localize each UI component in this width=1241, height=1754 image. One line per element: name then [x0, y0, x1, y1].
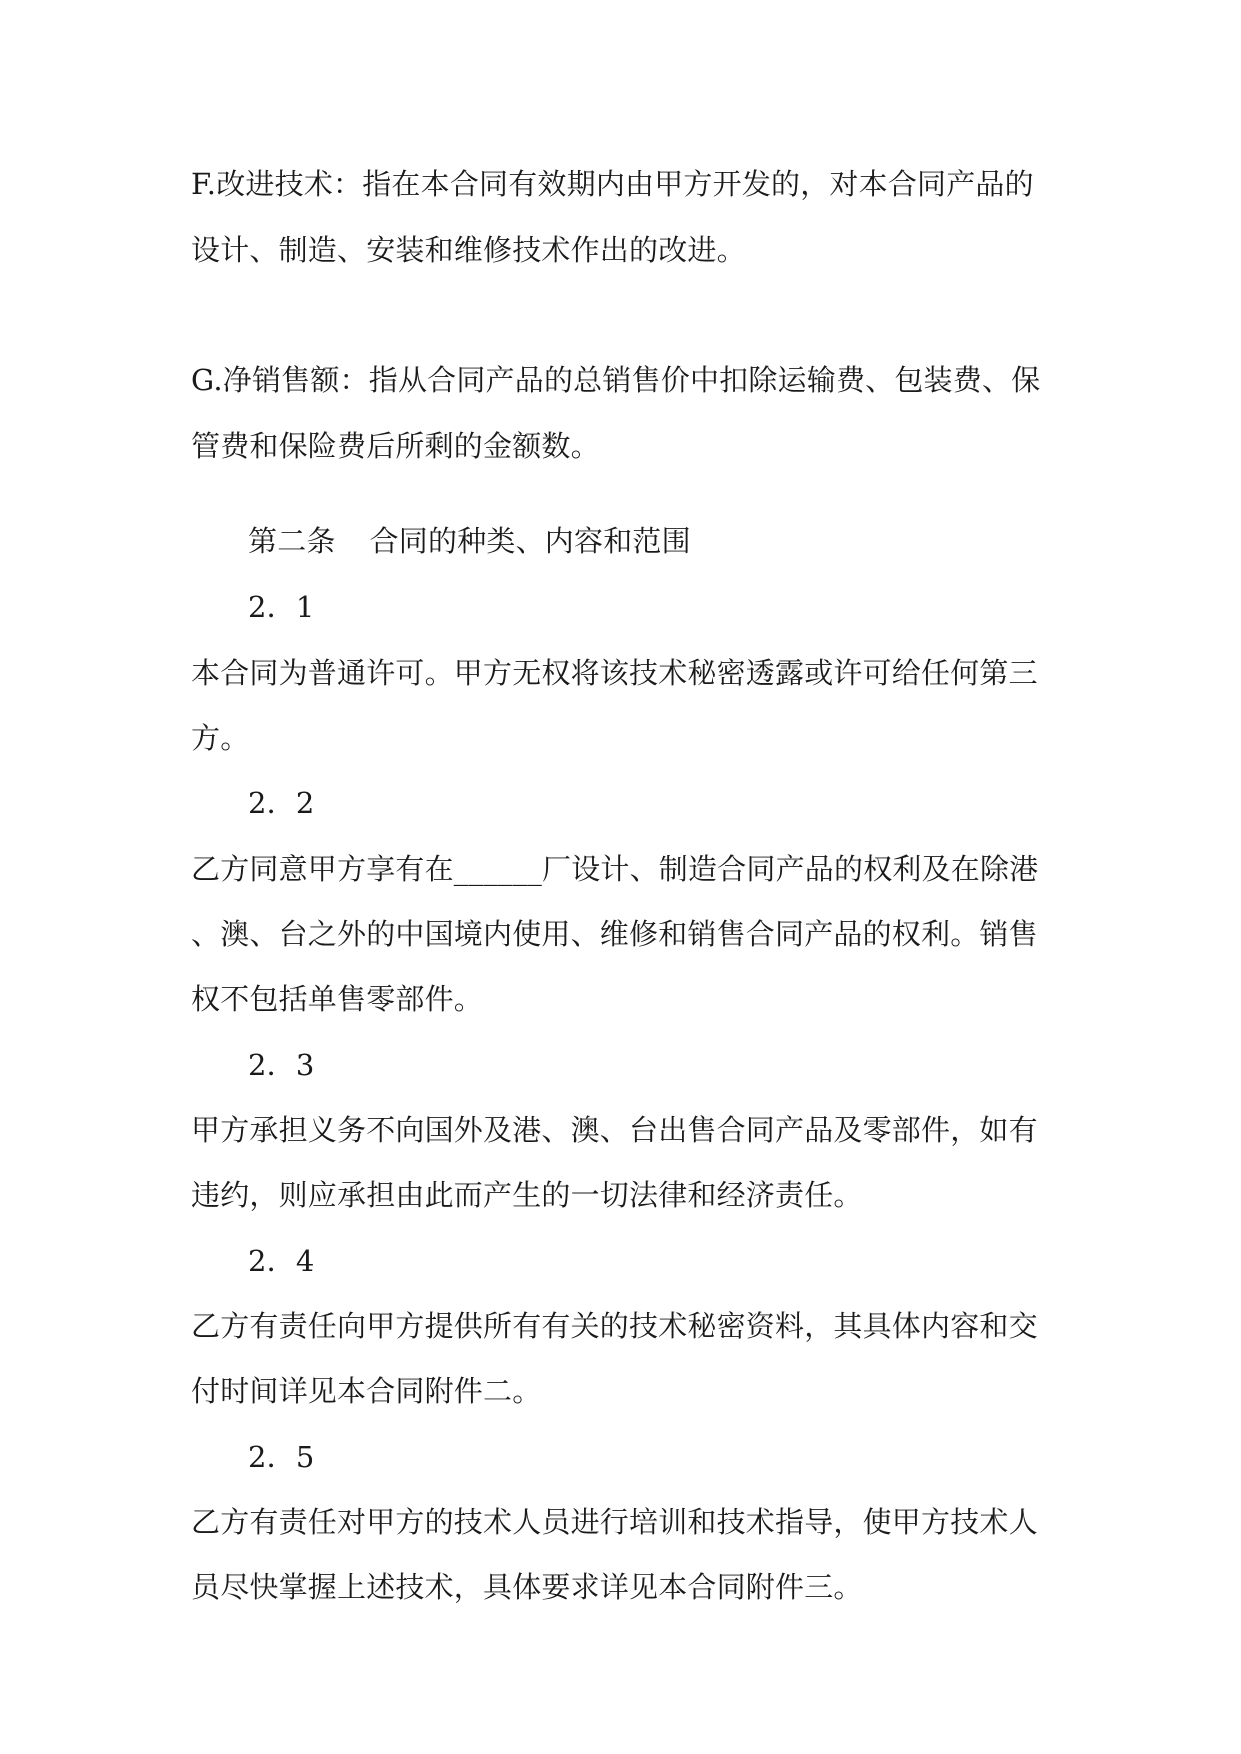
clause-text-line: 、澳、台之外的中国境内使用、维修和销售合同产品的权利。销售 — [191, 917, 1038, 951]
clause-text-line: 付时间详见本合同附件二。 — [191, 1374, 542, 1408]
article-title: 合同的种类、内容和范围 — [369, 524, 691, 558]
clause-text-line: 权不包括单售零部件。 — [191, 982, 484, 1016]
clause-number: 2．2 — [248, 786, 315, 820]
clause-text-line: 乙方有责任对甲方的技术人员进行培训和技术指导，使甲方技术人 — [191, 1505, 1038, 1539]
section-g-line-2: 管费和保险费后所剩的金额数。 — [191, 429, 600, 463]
clause-text-line: 方。 — [191, 721, 250, 755]
section-f-line-2: 设计、制造、安装和维修技术作出的改进。 — [191, 233, 746, 267]
article-heading — [248, 524, 691, 558]
clause-text-line: 乙方有责任向甲方提供所有有关的技术秘密资料，其具体内容和交 — [191, 1309, 1038, 1343]
clause-number: 2．1 — [248, 590, 315, 624]
section-g-line-1: G.净销售额：指从合同产品的总销售价中扣除运输费、包装费、保 — [191, 363, 1041, 397]
clause-text-line: 本合同为普通许可。甲方无权将该技术秘密透露或许可给任何第三 — [191, 656, 1038, 690]
clause-number: 2．3 — [248, 1048, 315, 1082]
clause-number: 2．4 — [248, 1244, 315, 1278]
clause-text-line: 甲方承担义务不向国外及港、澳、台出售合同产品及零部件，如有 — [191, 1113, 1038, 1147]
clause-text-line: 乙方同意甲方享有在______厂设计、制造合同产品的权利及在除港 — [191, 852, 1039, 886]
section-f-line-1: F.改进技术：指在本合同有效期内由甲方开发的，对本合同产品的 — [191, 167, 1034, 201]
clause-text-line: 员尽快掌握上述技术，具体要求详见本合同附件三。 — [191, 1570, 863, 1604]
clause-number: 2．5 — [248, 1440, 315, 1474]
clause-text-line: 违约，则应承担由此而产生的一切法律和经济责任。 — [191, 1178, 863, 1212]
article-label: 第二条 — [248, 524, 336, 558]
